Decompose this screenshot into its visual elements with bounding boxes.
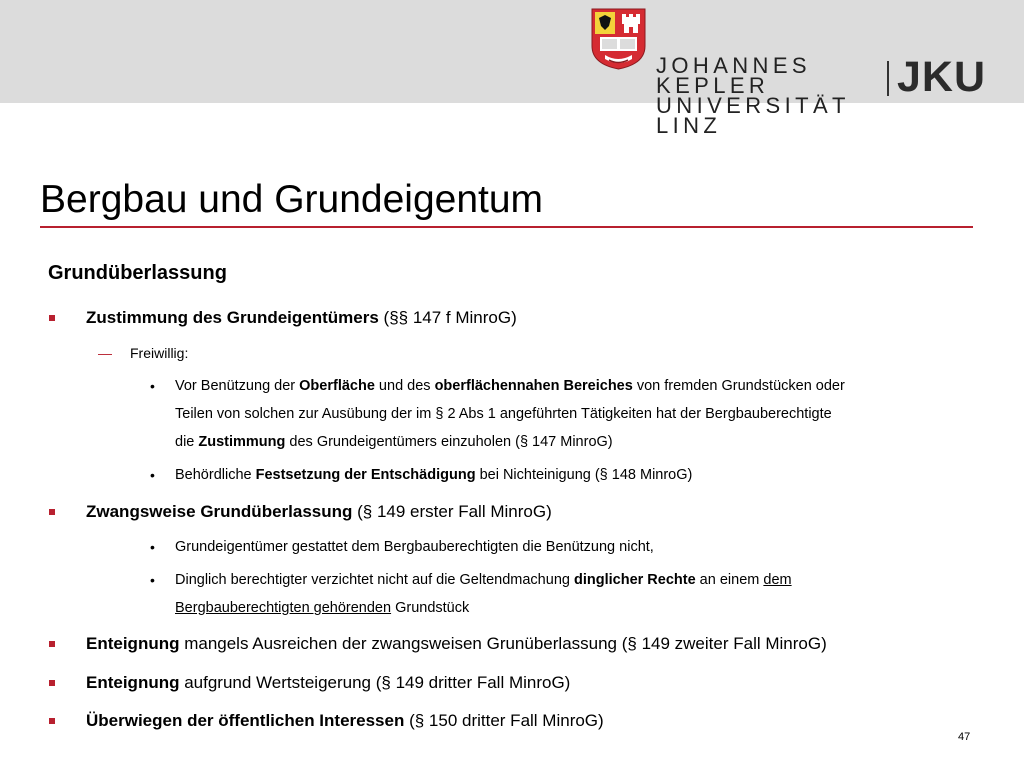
list-item-level1 <box>86 673 570 693</box>
university-abbreviation: JKU <box>897 53 987 101</box>
text-run: Vor Benützung der <box>175 378 300 394</box>
list-item-text: aufgrund Wertsteigerung (§ 149 dritter Fall MinroG) <box>179 673 571 692</box>
square-bullet-icon <box>49 718 55 724</box>
list-item-text: mangels Ausreichen der zwangsweisen Grunüberlassung (§ 149 zweiter Fall MinroG) <box>179 634 827 653</box>
section-heading: Grundüberlassung <box>48 262 227 284</box>
list-item-bold: Zustimmung des Grundeigentümers <box>86 308 379 327</box>
list-item-level1 <box>86 711 604 731</box>
list-item-bold: Enteignung <box>86 634 180 653</box>
list-item-level3 <box>175 572 792 588</box>
text-run: an einem <box>695 572 764 588</box>
slide-title: Bergbau und Grundeigentum <box>40 178 544 221</box>
square-bullet-icon <box>49 680 55 686</box>
text-run: bei Nichteinigung (§ 148 MinroG) <box>475 467 693 483</box>
text-run: des Grundeigentümers einzuholen (§ 147 MinroG) <box>285 434 613 450</box>
list-item-bold: Überwiegen der öffentlichen Interessen <box>86 711 405 730</box>
text-bold: Zustimmung <box>198 434 286 450</box>
list-item-level3-continued: Teilen von solchen zur Ausübung der im § 2 Abs 1 angeführten Tätigkeiten hat der Bergbauberechtigte <box>175 406 832 422</box>
dot-bullet-icon: • <box>150 572 155 588</box>
page-number: 47 <box>958 731 971 743</box>
list-item-text: (§§ 147 f MinroG) <box>378 308 517 327</box>
text-bold: dinglicher Rechte <box>573 572 696 588</box>
list-item-level3: Grundeigentümer gestattet dem Bergbauberechtigten die Benützung nicht, <box>175 539 654 555</box>
text-run: die <box>175 434 199 450</box>
list-item-bold: Enteignung <box>86 673 180 692</box>
dot-bullet-icon: • <box>150 378 155 394</box>
list-item-level1 <box>86 308 517 328</box>
text-run: von fremden Grundstücken oder <box>632 378 845 394</box>
list-item-level1 <box>86 634 827 654</box>
list-item-level3 <box>175 378 845 394</box>
list-item-level1 <box>86 502 552 522</box>
square-bullet-icon <box>49 315 55 321</box>
dash-bullet-icon: — <box>98 345 112 361</box>
list-item-text: (§ 149 erster Fall MinroG) <box>352 502 552 521</box>
text-run: Grundstück <box>391 600 470 616</box>
dot-bullet-icon: • <box>150 467 155 483</box>
list-item-level2: Freiwillig: <box>130 345 189 361</box>
text-bold: Oberfläche <box>299 378 375 394</box>
text-underlined: Bergbauberechtigten gehörenden <box>175 600 392 616</box>
dot-bullet-icon: • <box>150 539 155 555</box>
list-item-text: (§ 150 dritter Fall MinroG) <box>404 711 604 730</box>
university-name-line2: UNIVERSITÄT LINZ <box>656 93 850 138</box>
list-item-level3-continued <box>175 434 613 450</box>
text-run: und des <box>374 378 435 394</box>
text-underlined: dem <box>763 572 792 588</box>
list-item-bold: Zwangsweise Grundüberlassung <box>86 502 353 521</box>
square-bullet-icon <box>49 641 55 647</box>
text-bold: oberflächennahen Bereiches <box>434 378 633 394</box>
list-item-level3 <box>175 467 692 483</box>
text-run: Behördliche <box>175 467 256 483</box>
list-item-level3-continued <box>175 600 469 616</box>
university-name-line1: JOHANNES KEPLER <box>656 53 811 98</box>
text-bold: Festsetzung der Entschädigung <box>255 467 476 483</box>
square-bullet-icon <box>49 509 55 515</box>
text-run: Dinglich berechtigter verzichtet nicht auf die Geltendmachung <box>175 572 574 588</box>
